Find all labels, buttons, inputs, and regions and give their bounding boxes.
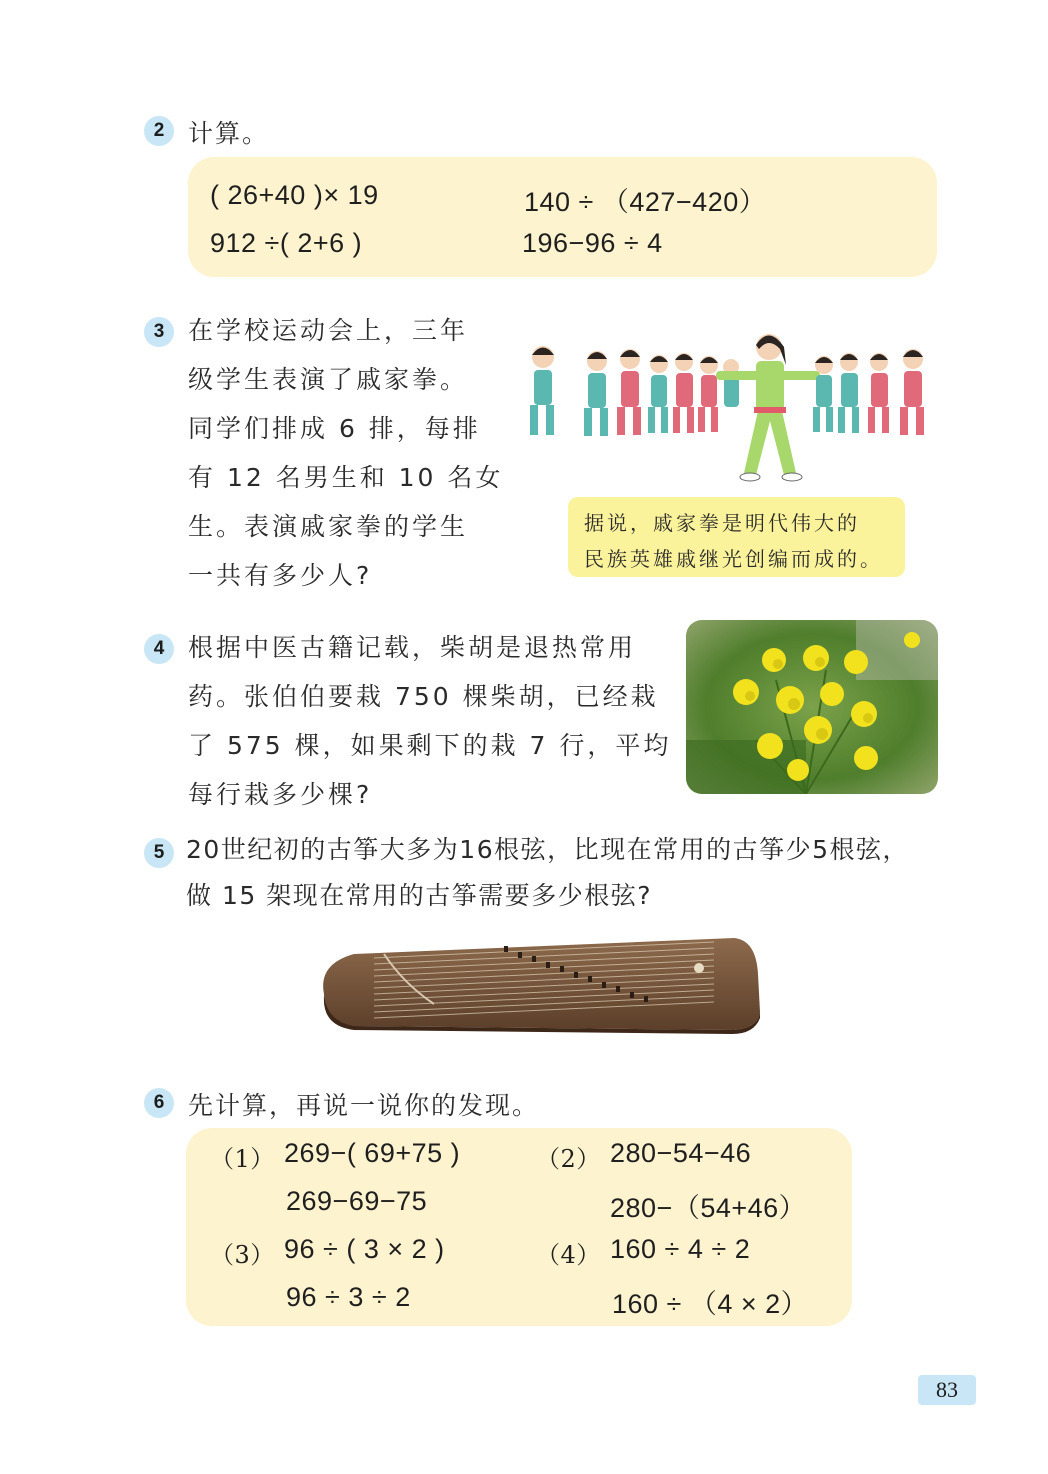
question-number-4: 4 bbox=[144, 634, 174, 664]
text-line: 生。表演戚家拳的学生 bbox=[188, 512, 469, 541]
question-number-3: 3 bbox=[144, 317, 174, 347]
problem-label-2: （2） bbox=[536, 1145, 601, 1173]
text-line: 了 575 棵，如果剩下的栽 7 行，平均 bbox=[188, 731, 672, 760]
problem-label-4: （4） bbox=[536, 1241, 601, 1269]
question-number-6: 6 bbox=[144, 1088, 174, 1118]
question-number-5: 5 bbox=[144, 838, 174, 868]
question-4-text bbox=[188, 623, 671, 819]
text-line: 在学校运动会上，三年 bbox=[188, 316, 469, 345]
expression-q2-4: 196−96 ÷ 4 bbox=[522, 228, 663, 258]
text-line: 同学们排成 6 排，每排 bbox=[188, 414, 481, 443]
question-3-text bbox=[188, 306, 503, 600]
expression-q6-3b: 96 ÷ 3 ÷ 2 bbox=[286, 1282, 411, 1312]
bupleurum-flower-photo bbox=[686, 620, 938, 794]
question-number-2: 2 bbox=[144, 116, 174, 146]
expression-q6-3a: 96 ÷ ( 3 × 2 ) bbox=[284, 1234, 445, 1264]
kungfu-performance-illustration bbox=[526, 325, 940, 493]
question-6-title: 先计算，再说一说你的发现。 bbox=[188, 1091, 540, 1120]
expression-q6-4a: 160 ÷ 4 ÷ 2 bbox=[610, 1234, 751, 1264]
problem-label-3: （3） bbox=[210, 1241, 275, 1269]
expression-q2-3: 912 ÷( 2+6 ) bbox=[210, 228, 363, 258]
text-line: 做 15 架现在常用的古筝需要多少根弦? bbox=[186, 881, 652, 910]
expression-q6-2b: 280−（54+46） bbox=[610, 1193, 807, 1223]
note-line: 民族英雄戚继光创编而成的。 bbox=[584, 547, 883, 571]
guzheng-illustration bbox=[314, 934, 764, 1034]
question-5-text bbox=[186, 827, 909, 919]
expression-q6-1a: 269−( 69+75 ) bbox=[284, 1138, 461, 1168]
expression-q6-1b: 269−69−75 bbox=[286, 1186, 428, 1216]
question-2-title: 计算。 bbox=[188, 119, 270, 148]
expression-q6-2a: 280−54−46 bbox=[610, 1138, 752, 1168]
fact-note-qijiaquan bbox=[568, 497, 905, 577]
problem-label-1: （1） bbox=[210, 1145, 275, 1173]
text-line: 根据中医古籍记载，柴胡是退热常用 bbox=[188, 633, 637, 662]
text-line: 每行栽多少棵? bbox=[188, 780, 373, 809]
expression-q2-1: ( 26+40 )× 19 bbox=[210, 180, 379, 210]
page-number: 83 bbox=[918, 1375, 976, 1405]
expression-q2-2: 140 ÷ （427−420） bbox=[524, 187, 767, 217]
expression-q6-4b: 160 ÷ （4 × 2） bbox=[612, 1289, 809, 1319]
text-line: 有 12 名男生和 10 名女 bbox=[188, 463, 504, 492]
text-line: 药。张伯伯要栽 750 棵柴胡，已经栽 bbox=[188, 682, 659, 711]
text-line: 20世纪初的古筝大多为16根弦，比现在常用的古筝少5根弦， bbox=[186, 835, 910, 864]
text-line: 级学生表演了戚家拳。 bbox=[188, 365, 469, 394]
note-line: 据说，戚家拳是明代伟大的 bbox=[584, 511, 860, 535]
text-line: 一共有多少人? bbox=[188, 561, 373, 590]
